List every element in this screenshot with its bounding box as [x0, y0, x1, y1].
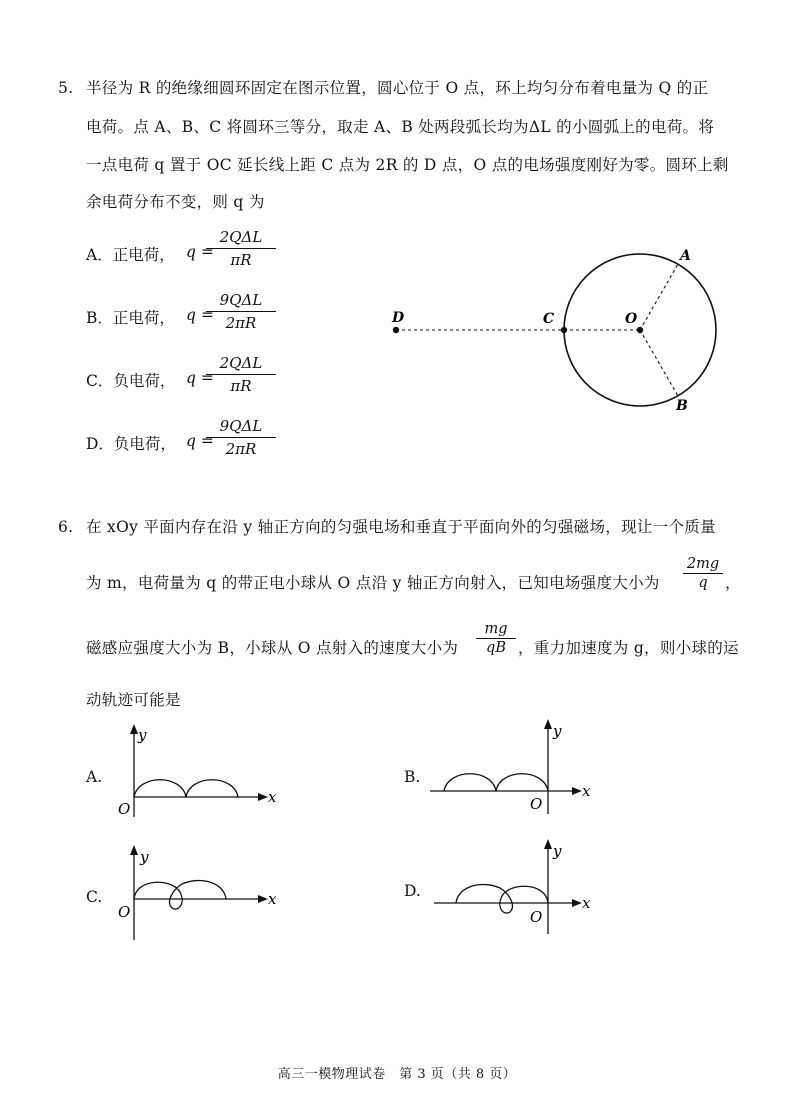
- label-a: A: [680, 248, 691, 264]
- y-axis-label: y: [553, 842, 562, 860]
- fraction-denominator: q: [683, 573, 723, 591]
- trajectory-path: [444, 774, 548, 791]
- dashed-line-o-a: [640, 264, 678, 330]
- ring-charge-figure: [380, 230, 730, 420]
- fraction-numerator: 2mg: [686, 556, 720, 572]
- y-axis-label: y: [553, 722, 562, 740]
- question-6-number: 6.: [58, 518, 74, 536]
- fraction-denominator: qB: [476, 638, 516, 656]
- fraction-denominator: πR: [206, 374, 276, 395]
- option-variable: q =: [186, 306, 214, 324]
- page-footer: 高三一模物理试卷 第 3 页（共 8 页）: [277, 1067, 517, 1082]
- trajectory-path: [134, 780, 238, 797]
- option-fraction: [206, 291, 276, 332]
- option-variable: q =: [186, 369, 214, 387]
- y-axis-arrow-icon: [544, 839, 552, 849]
- option-label: C．负电荷，: [86, 372, 176, 390]
- y-axis-arrow-icon: [544, 719, 552, 729]
- label-d: D: [392, 310, 405, 326]
- question-6-text-line-3: 磁感应强度大小为 B，小球从 O 点射入的速度大小为: [86, 639, 459, 657]
- question-5-number: 5.: [58, 79, 74, 97]
- question-6-text-line-3-end: ，重力加速度为 g，则小球的运: [518, 639, 739, 657]
- origin-label: O: [118, 903, 131, 921]
- option-label: C.: [86, 888, 103, 906]
- origin-label: O: [530, 908, 543, 926]
- fraction-denominator: 2πR: [206, 437, 276, 458]
- option-label: B.: [404, 768, 421, 786]
- option-fraction: [206, 354, 276, 395]
- dashed-line-o-b: [640, 330, 678, 396]
- point-c-dot: [561, 327, 567, 333]
- fraction-denominator: πR: [206, 248, 276, 269]
- fraction-denominator: 2πR: [206, 311, 276, 332]
- x-axis-label: x: [582, 782, 591, 800]
- label-o: O: [625, 311, 638, 327]
- point-d-dot: [393, 327, 399, 333]
- trajectory-figure-b: [420, 716, 610, 816]
- x-axis-label: x: [268, 890, 277, 908]
- option-variable: q =: [186, 432, 214, 450]
- x-axis-arrow-icon: [572, 899, 582, 907]
- origin-label: O: [530, 795, 543, 813]
- trajectory-figure-a: [110, 722, 290, 822]
- question-6-text-line-2: 为 m，电荷量为 q 的带正电小球从 O 点沿 y 轴正方向射入，已知电场强度大小为: [86, 574, 660, 592]
- question-6-text-line-1: 在 xOy 平面内存在沿 y 轴正方向的匀强电场和垂直于平面向外的匀强磁场，现让一个质量: [86, 518, 716, 536]
- origin-label: O: [118, 800, 131, 818]
- x-axis-label: x: [582, 894, 591, 912]
- x-axis-arrow-icon: [572, 787, 582, 795]
- option-fraction: [206, 417, 276, 458]
- question-5-text-line-3: 一点电荷 q 置于 OC 延长线上距 C 点为 2R 的 D 点，O 点的电场强度刚好为零。圆环上剩: [86, 156, 729, 174]
- fraction-numerator: mg: [484, 621, 508, 637]
- x-axis-label: x: [268, 788, 277, 806]
- trajectory-figure-c: [110, 842, 290, 942]
- question-5-text-line-1: 半径为 R 的绝缘细圆环固定在图示位置，圆心位于 O 点，环上均匀分布着电量为 Q 的正: [86, 79, 709, 97]
- trajectory-path: [134, 880, 226, 909]
- y-axis-arrow-icon: [130, 845, 138, 855]
- option-label: D.: [404, 882, 421, 900]
- fraction-numerator: 9QΔL: [219, 291, 263, 309]
- electric-field-fraction: [683, 556, 723, 591]
- option-variable: q =: [186, 243, 214, 261]
- question-5-text-line-4: 余电荷分布不变，则 q 为: [86, 193, 265, 211]
- option-label: A．正电荷，: [86, 246, 175, 264]
- velocity-fraction: [476, 621, 516, 656]
- option-fraction: [206, 228, 276, 269]
- option-label: D．负电荷，: [86, 435, 176, 453]
- fraction-numerator: 2QΔL: [219, 228, 263, 246]
- question-5-text-line-2: 电荷。点 A、B、C 将圆环三等分，取走 A、B 处两段弧长均为ΔL 的小圆弧上的电荷。将: [86, 118, 715, 136]
- y-axis-label: y: [140, 848, 149, 866]
- x-axis-arrow-icon: [258, 793, 268, 801]
- question-6-text-line-4: 动轨迹可能是: [86, 691, 181, 709]
- label-b: B: [676, 398, 688, 414]
- question-6-text-line-2-end: ，: [725, 574, 741, 592]
- point-o-dot: [637, 327, 643, 333]
- option-label: B．正电荷，: [86, 309, 175, 327]
- trajectory-figure-d: [420, 836, 610, 936]
- fraction-numerator: 9QΔL: [219, 417, 263, 435]
- option-label: A.: [86, 768, 103, 786]
- fraction-numerator: 2QΔL: [219, 354, 263, 372]
- y-axis-label: y: [138, 726, 147, 744]
- x-axis-arrow-icon: [258, 895, 268, 903]
- label-c: C: [543, 311, 555, 327]
- y-axis-arrow-icon: [130, 724, 138, 734]
